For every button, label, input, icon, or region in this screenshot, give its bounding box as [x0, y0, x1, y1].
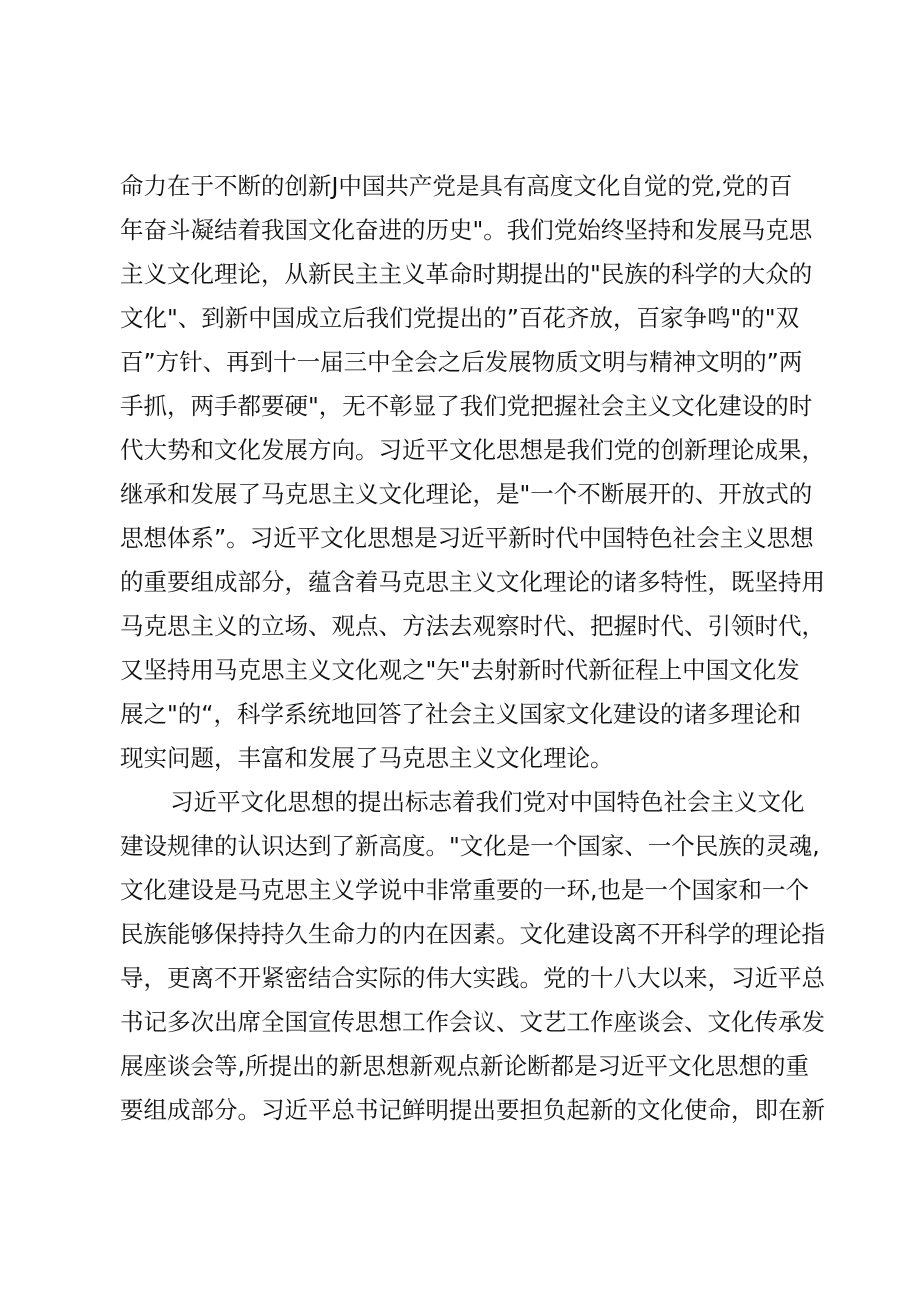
text-line: 代大势和文化发展方向。习近平文化思想是我们党的创新理论成果， — [120, 436, 825, 464]
text-line: 主义文化理论，从新民主主义革命时期提出的"民族的科学的大众的 — [120, 260, 813, 288]
text-line: 又坚持用马克思主义文化观之"矢"去射新时代新征程上中国文化发 — [120, 656, 800, 684]
text-line: 展之"的“，科学系统地回答了社会主义国家文化建设的诸多理论和 — [120, 700, 801, 728]
text-line: 百”方针、再到十一届三中全会之后发展物质文明与精神文明的”两 — [120, 348, 803, 376]
text-line: 书记多次出席全国宣传思想工作会议、文艺工作座谈会、文化传承发 — [120, 1008, 825, 1036]
text-line: 的重要组成部分，蕴含着马克思主义文化理论的诸多特性，既坚持用 — [120, 568, 825, 596]
text-line: 继承和发展了马克思主义文化理论，是"一个不断展开的、开放式的 — [120, 480, 813, 508]
text-line: 命力在于不断的创新J中国共产党是具有高度文化自觉的党,党的百 — [120, 172, 793, 200]
text-line: 文化建设是马克思主义学说中非常重要的一环,也是一个国家和一个 — [120, 876, 809, 904]
text-line: 导，更离不开紧密结合实际的伟大实践。党的十八大以来，习近平总 — [120, 964, 825, 992]
text-line: 马克思主义的立场、观点、方法去观察时代、把握时代、引领时代， — [120, 612, 825, 640]
text-line: 年奋斗凝结着我国文化奋进的历史"。我们党始终坚持和发展马克思 — [120, 216, 813, 244]
text-line: 民族能够保持持久生命力的内在因素。文化建设离不开科学的理论指 — [120, 920, 825, 948]
text-line: 现实问题，丰富和发展了马克思主义文化理论。 — [120, 744, 614, 772]
text-line: 思想体系”。习近平文化思想是习近平新时代中国特色社会主义思想 — [120, 524, 814, 552]
text-line: 展座谈会等,所提出的新思想新观点新论断都是习近平文化思想的重 — [120, 1052, 809, 1080]
text-line: 要组成部分。习近平总书记鲜明提出要担负起新的文化使命，即在新 — [120, 1096, 825, 1124]
text-line: 文化"、到新中国成立后我们党提出的”百花齐放，百家争鸣"的"双 — [120, 304, 800, 332]
paragraph-first-line: 习近平文化思想的提出标志着我们党对中国特色社会主义文化 — [170, 788, 805, 816]
text-line: 手抓，两手都要硬"，无不彰显了我们党把握社会主义文化建设的时 — [120, 392, 813, 420]
text-line: 建设规律的认识达到了新高度。"文化是一个国家、一个民族的灵魂, — [120, 832, 820, 860]
